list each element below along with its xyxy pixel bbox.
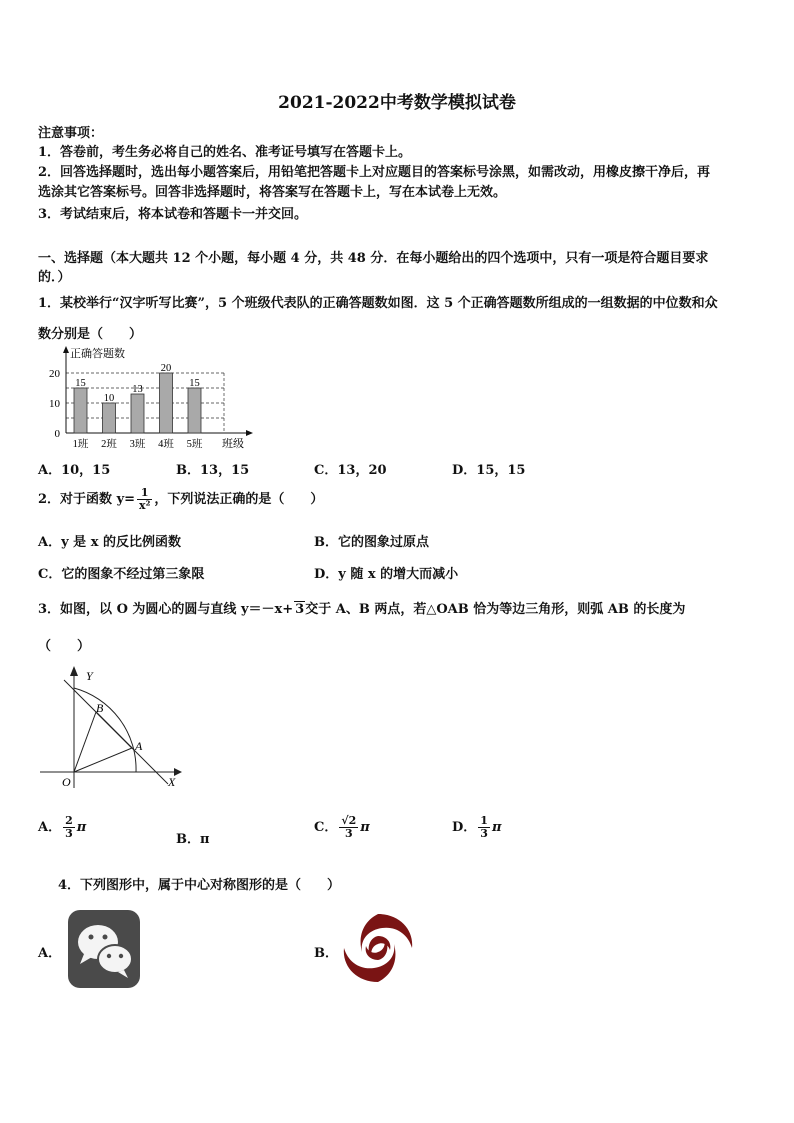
q3-sqrt: 3 [295, 602, 305, 617]
q2-suffix: ，下列说法正确的是（ ） [154, 492, 324, 507]
q4-option-b-label: B． [314, 946, 338, 961]
notice-line-1: 1．答卷前，考生务必将自己的姓名、准考证号填写在答题卡上。 [38, 145, 412, 160]
bar-value-label: 20 [160, 363, 172, 374]
q3-option-d-pi: π [491, 820, 502, 835]
q3-option-c-num: √2 [341, 814, 357, 827]
y-tick-label: 20 [49, 368, 60, 380]
q3-option-c-den: 3 [344, 827, 353, 840]
x-axis-label: 班级 [222, 438, 244, 450]
x-tick-label: 2班 [101, 439, 117, 450]
bar [160, 373, 173, 433]
q1-option-d: D．15，15 [452, 463, 526, 478]
q3-option-a-num: 2 [65, 814, 73, 827]
y-tick-label: 0 [54, 428, 60, 440]
q3-option-b: B．π [176, 832, 210, 847]
x-tick-label: 1班 [72, 439, 89, 450]
q3-option-c-pi: π [360, 820, 370, 835]
q2-option-a: A．y 是 x 的反比例函数 [38, 535, 181, 550]
label-a: A [135, 739, 143, 753]
q3-option-d [452, 815, 501, 840]
y-tick-label: 10 [49, 398, 60, 410]
q2-prefix: 2．对于函数 y= [38, 492, 136, 507]
section-heading-line-1: 一、选择题（本大题共 12 个小题，每小题 4 分，共 48 分．在每小题给出的四个选项中，只有一项是符合题目要求 [38, 251, 709, 266]
notice-line-3: 3．考试结束后，将本试卷和答题卡一并交回。 [38, 207, 308, 222]
q2-frac-num: 1 [137, 487, 152, 500]
x-tick-label: 5班 [186, 439, 203, 450]
q3-option-a [38, 815, 86, 840]
bar-value-label: 15 [75, 378, 86, 389]
x-tick-label: 4班 [158, 439, 174, 450]
label-o: O [62, 775, 71, 789]
q1-line-1: 1．某校举行“汉字听写比赛”，5 个班级代表队的正确答题数如图．这 5 个正确答题数所组成的一组数据的中位数和众 [38, 296, 718, 311]
phoenix-logo-icon [338, 908, 418, 988]
bar [103, 403, 116, 433]
q3-option-a-den: 3 [65, 827, 73, 840]
y-axis-arrow [63, 346, 69, 353]
x-axis-arrow [246, 430, 253, 436]
q3-stem [38, 598, 685, 617]
q3-option-a-frac [63, 815, 75, 840]
q3-prefix: 3．如图，以 O 为圆心的圆与直线 y＝－x+ [38, 602, 294, 617]
q2-option-d: D．y 随 x 的增大而减小 [314, 567, 459, 582]
q3-suffix: 交于 A、B 两点，若△OAB 恰为等边三角形，则弧 AB 的长度为 [305, 602, 686, 617]
q3-option-d-den: 3 [480, 827, 488, 840]
q3-line-2: （ ） [38, 639, 91, 654]
q1-line-2: 数分别是（ ） [38, 327, 143, 342]
q1-option-c: C．13，20 [314, 463, 387, 478]
q2-fraction [137, 487, 152, 512]
q3-option-a-label: A． [38, 820, 62, 835]
wechat-logo-icon [68, 910, 140, 988]
q3-option-d-num: 1 [480, 814, 488, 827]
q2-stem [38, 487, 323, 512]
bar-value-label: 15 [189, 378, 200, 389]
q4-stem: 4．下列图形中，属于中心对称图形的是（ ） [58, 878, 341, 893]
q1-bar-chart [30, 343, 260, 453]
notice-heading: 注意事项： [38, 126, 104, 141]
q3-option-c-label: C． [314, 820, 338, 835]
q3-figure [36, 660, 186, 790]
segment-ob [74, 712, 96, 772]
section-heading-line-2: 的．） [38, 270, 71, 285]
label-y: Y [86, 669, 93, 683]
q3-option-d-frac [478, 815, 490, 840]
q2-option-c: C．它的图象不经过第三象限 [38, 567, 205, 582]
q3-option-c-frac [339, 815, 358, 840]
q3-option-c [314, 815, 370, 840]
notice-line-2b: 选涂其它答案标号。回答非选择题时，将答案写在答题卡上，写在本试卷上无效。 [38, 185, 507, 200]
x-tick-label: 3班 [129, 439, 146, 450]
y-axis-arrow [70, 666, 78, 676]
q2-frac-den: x² [139, 499, 151, 512]
label-b: B [96, 701, 104, 715]
page-title: 2021-2022中考数学模拟试卷 [278, 93, 516, 113]
q3-option-d-label: D． [452, 820, 477, 835]
bar [188, 388, 201, 433]
bar-value-label: 10 [103, 393, 115, 404]
q3-option-a-pi: π [76, 820, 87, 835]
notice-line-2a: 2．回答选择题时，选出每小题答案后，用铅笔把答题卡上对应题目的答案标号涂黑，如需改动，用橡皮擦干净后，再 [38, 165, 711, 180]
label-x: X [168, 775, 176, 789]
q2-option-b: B．它的图象过原点 [314, 535, 429, 550]
bar-value-label: 13 [132, 384, 143, 395]
q1-option-a: A．10，15 [38, 463, 111, 478]
segment-oa [74, 748, 132, 772]
y-axis-label: 正确答题数 [70, 348, 125, 360]
bar [74, 388, 87, 433]
bar [131, 394, 144, 433]
q1-option-b: B．13，15 [176, 463, 250, 478]
q4-option-a-label: A． [38, 946, 62, 961]
